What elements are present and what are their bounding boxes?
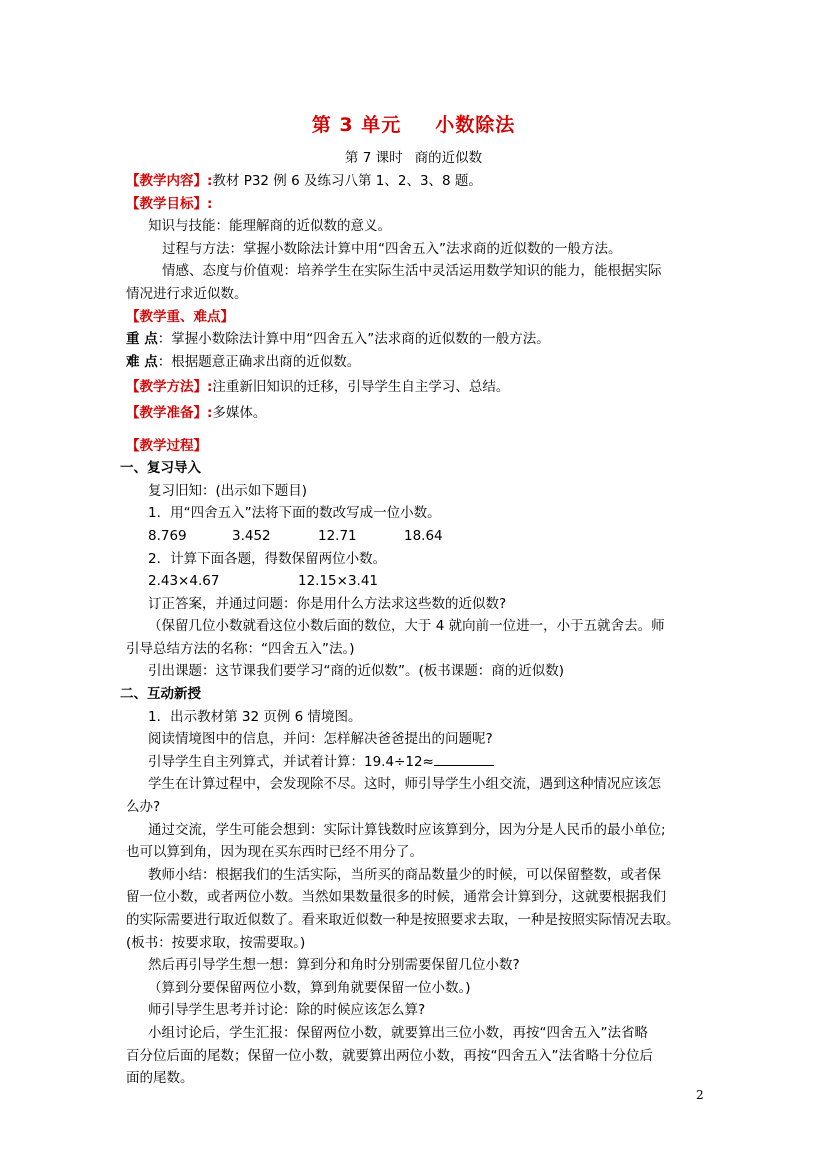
number-item: 3.452: [232, 527, 271, 544]
lesson-line-4b: 么办?: [126, 799, 161, 816]
teaching-method-label: 【教学方法】:: [126, 379, 213, 396]
lesson-line-7: 然后再引导学生想一想：算到分和角时分别需要保留几位小数?: [148, 957, 520, 974]
review-numbers: [126, 525, 706, 548]
goal-process: 过程与方法：掌握小数除法计算中用“四舍五入”法求商的近似数的一般方法。: [162, 240, 622, 257]
calc-item: 12.15×3.41: [298, 573, 379, 590]
lesson-line-6c: 的实际需要进行取近似数了。看来取近似数一种是按照要求去取，一种是按照实际情况去取。: [126, 912, 680, 928]
lesson-line-5a: 通过交流，学生可能会想到：实际计算钱数时应该算到分，因为分是人民币的最小单位;: [148, 821, 666, 838]
teaching-goals-heading: [126, 193, 706, 216]
number-item: 18.64: [404, 527, 443, 544]
review-line-2: 1．用“四舍五入”法将下面的数改写成一位小数。: [148, 505, 441, 522]
teaching-content-label: 【教学内容】:: [126, 173, 213, 189]
teaching-method: [126, 376, 706, 399]
answer-blank: [434, 751, 494, 766]
review-line-5a: （保留几位小数就看这位小数后面的数位，大于 4 就向前一位进一，小于五就舍去。师: [148, 618, 665, 635]
teaching-method-text: 注重新旧知识的迁移，引导学生自主学习、总结。: [212, 379, 510, 396]
lesson-line-9: 师引导学生思考并讨论：除的时候应该怎么算?: [148, 1002, 426, 1019]
review-line-3: 2．计算下面各题，得数保留两位小数。: [148, 550, 387, 567]
lesson-line-6a: 教师小结：根据我们的生活实际，当所买的商品数量少的时候，可以保留整数，或者保: [148, 866, 661, 883]
lesson-subtitle: [0, 146, 827, 166]
unit-title: [0, 110, 827, 137]
review-line-6: 引出课题：这节课我们要学习“商的近似数”。(板书课题：商的近似数): [148, 663, 565, 680]
teaching-prep-label: 【教学准备】:: [126, 404, 213, 421]
lesson-line-10a: 小组讨论后，学生汇报：保留两位小数，就要算出三位小数，再按“四舍五入”法省略: [148, 1024, 648, 1041]
page-number: 2: [696, 1088, 704, 1102]
review-line-5b: 引导总结方法的名称：“四舍五入”法。): [126, 640, 355, 657]
difficult-point-text: ：根据题意正确求出商的近似数。: [157, 353, 361, 370]
review-calcs: [126, 570, 706, 593]
lesson-number: 第 7 课时: [344, 150, 403, 166]
lesson-line-3: [126, 751, 706, 774]
key-point-label: 重 点: [126, 331, 158, 348]
lesson-line-8: （算到分要保留两位小数，算到角就要保留一位小数。): [148, 979, 471, 996]
lesson-line-3-text: 引导学生自主列算式，并试着计算：19.4÷12≈: [148, 753, 434, 770]
number-item: 8.769: [148, 527, 187, 544]
unit-topic: 小数除法: [435, 114, 516, 136]
calc-item: 2.43×4.67: [148, 573, 220, 590]
teaching-process-heading: [126, 435, 706, 458]
goal-emotion-line1: 情感、态度与价值观：培养学生在实际生活中灵活运用数学知识的能力，能根据实际: [162, 263, 662, 280]
difficult-point-label: 难 点: [126, 353, 158, 370]
key-point-text: ：掌握小数除法计算中用“四舍五入”法求商的近似数的一般方法。: [157, 331, 550, 348]
teaching-process-label: 【教学过程】: [126, 437, 207, 454]
review-line-1: 复习旧知：(出示如下题目): [148, 482, 308, 499]
section-new-lesson: 二、互动新授: [120, 686, 201, 703]
key-points-label: 【教学重、难点】: [126, 308, 234, 325]
lesson-line-6b: 留一位小数，或者两位小数。当然如果数量很多的时候，通常会计算到分，这就要根据我们: [126, 889, 666, 906]
teaching-content: [126, 170, 706, 193]
section-review: 一、复习导入: [120, 460, 201, 477]
number-item: 12.71: [318, 527, 357, 544]
unit-label: 第 3 单元: [311, 114, 402, 136]
teaching-prep: [126, 402, 706, 425]
goal-emotion-line2: 情况进行求近似数。: [126, 285, 248, 302]
key-points-heading: [126, 306, 706, 329]
lesson-line-10c: 面的尾数。: [126, 1070, 194, 1087]
teaching-prep-text: 多媒体。: [212, 404, 267, 421]
difficult-point: [126, 351, 706, 374]
teaching-content-text: 教材 P32 例 6 及练习八第 1、2、3、8 题。: [212, 173, 482, 189]
lesson-body: [120, 170, 706, 1090]
lesson-line-1: 1．出示教材第 32 页例 6 情境图。: [148, 708, 362, 725]
review-line-4: 订正答案，并通过问题：你是用什么方法求这些数的近似数?: [148, 595, 507, 612]
teaching-goals-label: 【教学目标】:: [126, 195, 213, 212]
lesson-line-5b: 也可以算到角，因为现在买东西时已经不用分了。: [126, 844, 423, 861]
lesson-line-10b: 百分位后面的尾数；保留一位小数，就要算出两位小数，再按“四舍五入”法省略十分位后: [126, 1047, 653, 1064]
lesson-line-2: 阅读情境图中的信息，并问：怎样解决爸爸提出的问题呢?: [148, 731, 493, 748]
lesson-line-4a: 学生在计算过程中，会发现除不尽。这时，师引导学生小组交流，遇到这种情况应该怎: [148, 776, 661, 793]
lesson-name: 商的近似数: [414, 150, 483, 166]
key-point: [126, 328, 706, 351]
goal-knowledge: 知识与技能：能理解商的近似数的意义。: [148, 218, 391, 235]
lesson-line-6d: (板书：按要求取，按需要取。): [126, 934, 306, 951]
